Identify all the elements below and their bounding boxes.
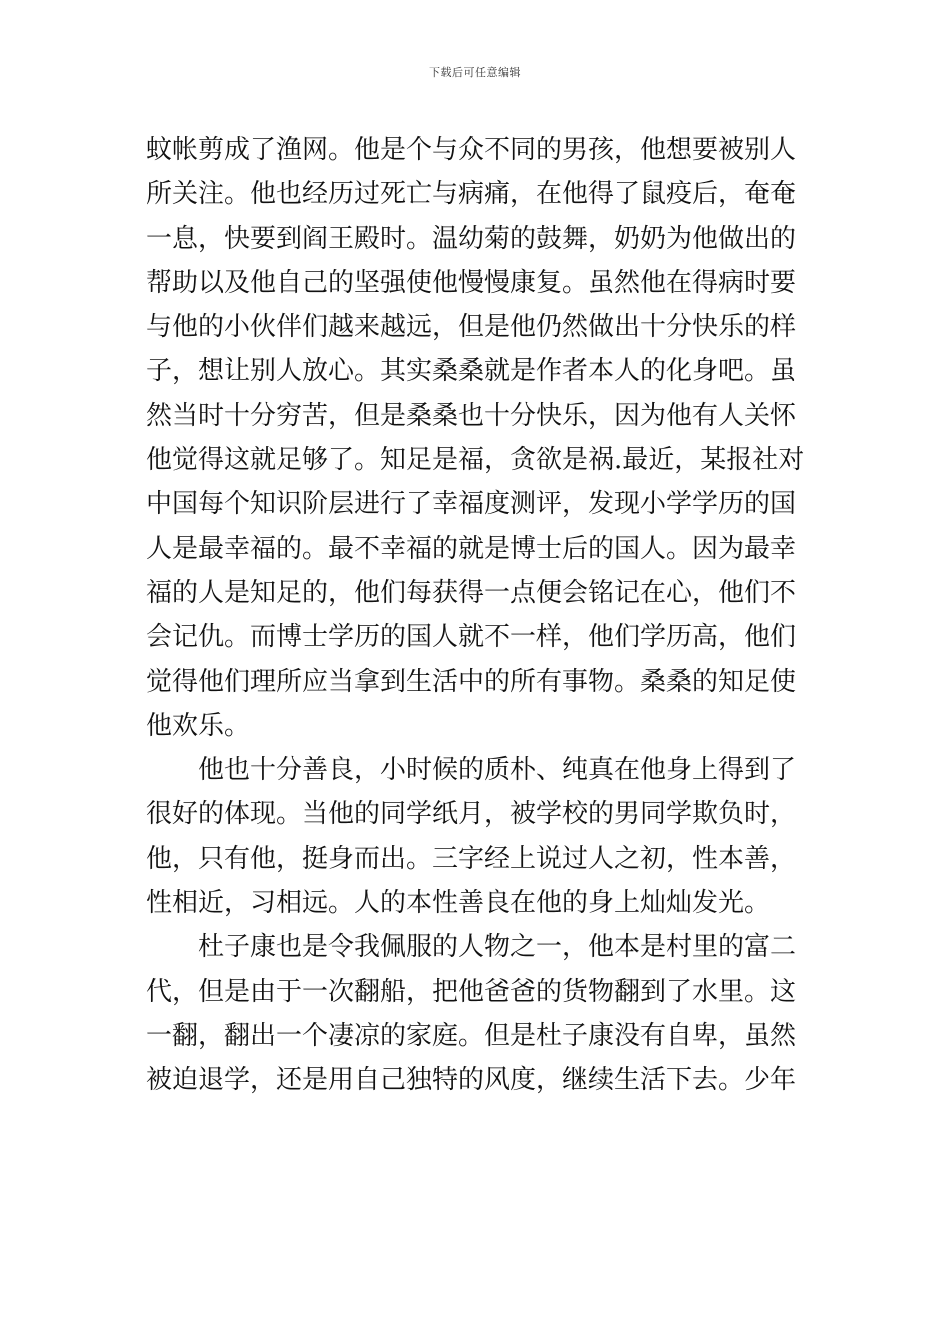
text-line: 蚊帐剪成了渔网。他是个与众不同的男孩，他想要被别人: [146, 135, 797, 165]
text-line: 被迫退学，还是用自己独特的风度，继续生活下去。少年: [146, 1065, 797, 1096]
text-line: 觉得他们理所应当拿到生活中的所有事物。桑桑的知足使: [146, 666, 797, 697]
text-line: 他觉得这就足够了。知足是福，贪欲是祸.最近，某报社对: [146, 445, 805, 476]
text-line: 帮助以及他自己的坚强使他慢慢康复。虽然他在得病时要: [146, 267, 797, 298]
text-line: 福的人是知足的，他们每获得一点便会铭记在心，他们不: [146, 577, 797, 608]
text-line: 人是最幸福的。最不幸福的就是博士后的国人。因为最幸: [146, 533, 797, 564]
text-line: 然当时十分穷苦，但是桑桑也十分快乐，因为他有人关怀: [146, 400, 797, 431]
document-body: [146, 128, 810, 1103]
text-line: 一翻，翻出一个凄凉的家庭。但是杜子康没有自卑，虽然: [146, 1020, 797, 1051]
paragraph-first-line: 他也十分善良，小时候的质朴、纯真在他身上得到了: [198, 755, 797, 786]
page-header: 下载后可任意编辑: [429, 66, 521, 79]
text-line: 他欢乐。: [146, 710, 251, 741]
text-line: 会记仇。而博士学历的国人就不一样，他们学历高，他们: [146, 622, 797, 653]
text-line: 一息，快要到阎王殿时。温幼菊的鼓舞，奶奶为他做出的: [146, 223, 797, 254]
text-line: 子，想让别人放心。其实桑桑就是作者本人的化身吧。虽: [146, 356, 797, 387]
text-line: 代，但是由于一次翻船，把他爸爸的货物翻到了水里。这: [146, 976, 797, 1007]
text-line: 所关注。他也经历过死亡与病痛，在他得了鼠疫后，奄奄: [146, 179, 797, 210]
text-line: 性相近，习相远。人的本性善良在他的身上灿灿发光。: [146, 888, 771, 919]
text-line: 与他的小伙伴们越来越远，但是他仍然做出十分快乐的样: [146, 312, 797, 343]
text-line: 他，只有他，挺身而出。三字经上说过人之初，性本善，: [146, 843, 797, 874]
text-line: 很好的体现。当他的同学纸月，被学校的男同学欺负时，: [146, 799, 797, 830]
text-line: 中国每个知识阶层进行了幸福度测评，发现小学学历的国: [146, 489, 797, 520]
paragraph-first-line: 杜子康也是令我佩服的人物之一，他本是村里的富二: [198, 932, 797, 963]
